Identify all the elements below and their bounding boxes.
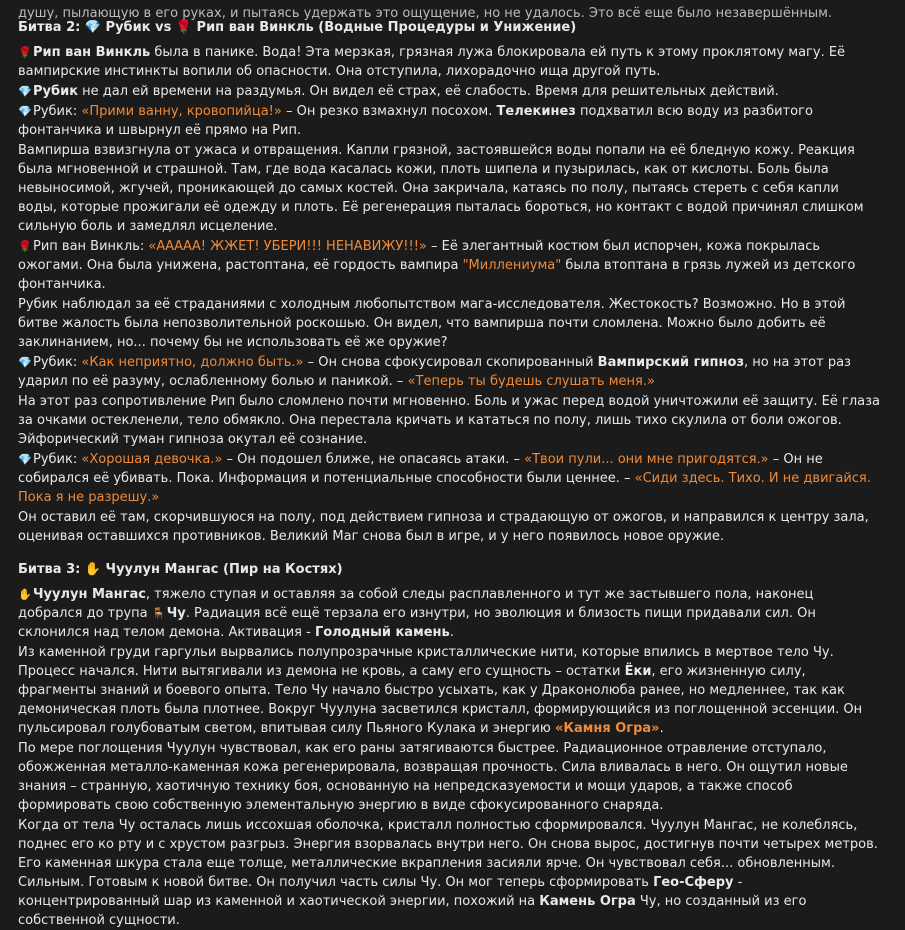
text-run: Рубик: <box>33 104 82 119</box>
emoji-icon: 💎 <box>18 85 32 98</box>
battle3-heading: Битва 3: ✋ Чуулун Мангас (Пир на Костях) <box>18 562 343 577</box>
text-run: Рип ван Винкль: <box>33 239 149 254</box>
paragraph <box>18 585 881 642</box>
text-run: Рубик: <box>33 355 82 370</box>
text-run: , тяжело ступая и оставляя за собой следы расплавленного и тут же застывшего пола, наконец добрался до трупа <box>18 587 814 621</box>
paragraph <box>18 141 881 236</box>
text-run: Чуулун Мангас <box>33 587 146 602</box>
paragraph <box>18 43 881 81</box>
text-run: Телекинез <box>496 104 576 119</box>
text-run: – Он резко взмахнул посохом. <box>281 104 497 119</box>
battle3-body <box>18 585 881 930</box>
paragraph <box>18 102 881 140</box>
text-run: Камень Огра <box>539 894 636 909</box>
battle2-body <box>18 43 881 546</box>
text-run: Гео-Сферу <box>653 875 734 890</box>
text-run: «Теперь ты будешь слушать меня.» <box>407 374 655 389</box>
text-run: Рубик <box>33 84 79 99</box>
text-run: . <box>449 625 454 640</box>
text-run: «ААААА! ЖЖЕТ! УБЕРИ!!! НЕНАВИЖУ!!!» <box>148 239 427 254</box>
text-run: - концентрированный шар из каменной и хаотической энергии, похожий на <box>18 875 743 909</box>
text-run: На этот раз сопротивление Рип было сломлено почти мгновенно. Боль и ужас перед водой уничтожили её защиту. Её глаза за очками остекленели, тело обмякло. Она перестала кричать и кататься по полу, лишь тихо скулила от боли ожогов. Эйфорический туман гипноза окутал её сознание. <box>18 394 881 447</box>
paragraph <box>18 392 881 449</box>
text-run: – Он подошел ближе, не опасаясь атаки. – <box>222 452 525 467</box>
paragraph <box>18 353 881 391</box>
paragraph <box>18 237 881 294</box>
text-run: подхватил всю воду из разбитого фонтанчика и швырнул её прямо на Рип. <box>18 104 813 138</box>
paragraph <box>18 739 881 815</box>
paragraph <box>18 450 881 507</box>
battle2-heading: Битва 2: 💎 Рубик vs 🌹 Рип ван Винкль (Водные Процедуры и Унижение) <box>18 20 577 35</box>
text-run: Ёки <box>624 664 652 679</box>
paragraph <box>18 82 881 101</box>
text-run: По мере поглощения Чуулун чувствовал, как его раны затягиваются быстрее. Радиационное отравление отступало, обожженная металло-каменная кожа регенерировала, возвращая прочность. Сила вливалась в него. Он ощутил новые знания – странную, хаотичную технику боя, основанную на непредсказуемости и мощи ударов, а также способ формировать свою собственную элементальную энергию в виде сфокусированного снаряда. <box>18 741 848 813</box>
text-run: . Радиация всё ещё терзала его изнутри, но эволюция и близость пищи придавали сил. Он склонился над телом демона. Активация - <box>18 606 816 640</box>
text-run: , его жизненную силу, фрагменты знаний и боевого опыта. Тело Чу начало быстро усыхать, как у Драконолюба ранее, но медленнее, так как демоническая плоть была плотнее. Вокруг Чуулуна засветился кристалл, формирующийся из поглощенной эссенции. Он пульсировал голубоватым светом, впитывая силу Пьяного Кулака и энергию <box>18 664 863 736</box>
text-run: «Как неприятно, должно быть.» <box>81 355 304 370</box>
text-run: «Твои пули... они мне пригодятся.» <box>524 452 769 467</box>
text-run: Голодный камень <box>314 625 450 640</box>
text-run: – Он снова сфокусировал скопированный <box>303 355 598 370</box>
emoji-icon: 🌹 <box>18 46 32 59</box>
emoji-icon: 🪑 <box>151 607 166 620</box>
text-run: Чу, но созданный из его собственной сущности. <box>18 894 807 928</box>
text-run: . <box>659 721 664 736</box>
text-run: Когда от тела Чу осталась лишь иссохшая оболочка, кристалл полностью сформировался. Чуулун Мангас, не колеблясь, поднес его ко рту и с хрустом разгрыз. Энергия взорвалась внутри него. Он снова вырос, достигнув почти четырех метров. Его каменная шкура стала еще толще, металлические вкрапления засияли ярче. Он чувствовал себя... обновленным. Сильным. Готовым к новой битве. Он получил часть силы Чу. Он мог теперь сформировать <box>18 818 878 890</box>
emoji-icon: 🌹 <box>18 240 32 253</box>
text-run: Рубик: <box>33 452 82 467</box>
paragraph <box>18 816 881 930</box>
text-run: «Хорошая девочка.» <box>81 452 223 467</box>
paragraph <box>18 643 881 738</box>
text-run: «Сиди здесь. Тихо. И не двигайся. Пока я не разрешу.» <box>18 471 871 505</box>
text-run: Рубик наблюдал за её страданиями с холодным любопытством мага-исследователя. Жестокость? Возможно. Но в этой битве жалость была непозволительной роскошью. Он видел, что вампирша почти сломлена. Можно было добить её заклинанием, но... почему бы не использовать её же оружие? <box>18 297 846 350</box>
text-run: Из каменной груди гаргульи вырвались полупрозрачные кристаллические нити, которые впились в мертвое тело Чу. Процесс начался. Нити вытягивали из демона не кровь, а саму его сущность – остатки <box>18 645 834 679</box>
text-run: «Прими ванну, кровопийца!» <box>81 104 282 119</box>
text-run: Он оставил её там, скорчившуюся на полу, под действием гипноза и страдающую от ожогов, и направился к центру зала, оценивая оставшихся противников. Великий Маг снова был в игре, и у него появилось новое оружие. <box>18 510 869 544</box>
text-run: "Миллениума" <box>462 258 562 273</box>
paragraph <box>18 295 881 352</box>
text-run: – Её элегантный костюм был испорчен, кожа покрылась ожогами. Она была унижена, растоптана, её гордость вампира <box>18 239 821 273</box>
emoji-icon: 💎 <box>18 453 32 466</box>
text-run: Рип ван Винкль <box>33 45 151 60</box>
cut-off-line: душу, пылающую в его руках, и пытаясь удержать это ощущение, но не удалось. Это всё еще было незавершённым. <box>18 6 833 21</box>
text-run: «Камня Огра» <box>554 721 660 736</box>
text-run: не дал ей времени на раздумья. Он видел её страх, её слабость. Время для решительных действий. <box>78 84 779 99</box>
paragraph <box>18 508 881 546</box>
text-run: , но на этот раз ударил по её разуму, ослабленному болью и паникой. – <box>18 355 851 389</box>
text-run: Вампирша взвизгнула от ужаса и отвращения. Капли грязной, застоявшейся воды попали на её бледную кожу. Реакция была мгновенной и страшной. Там, где вода касалась кожи, плоть шипела и пузырилась, как от кислоты. Боль была невыносимой, жгучей, проникающей до самых костей. Она закричала, катаясь по полу, пытаясь стереть с себя капли воды, которые прожигали её одежду и плоть. Её регенерация пыталась бороться, но контакт с водой причинял слишком сильную боль и замедлял исцеление. <box>18 143 864 234</box>
emoji-icon: 💎 <box>18 105 32 118</box>
text-run: Чу <box>166 606 186 621</box>
text-run: была в панике. Вода! Эта мерзкая, грязная лужа блокировала ей путь к этому проклятому магу. Её вампирские инстинкты вопили об опасности. Она отступила, лихорадочно ища другой путь. <box>18 45 846 79</box>
emoji-icon: ✋ <box>18 588 32 601</box>
text-run: – Он не собирался её убивать. Пока. Информация и потенциальные способности были ценнее. – <box>18 452 823 486</box>
text-run: Вампирский гипноз <box>597 355 744 370</box>
text-run: была втоптана в грязь лужей из детского фонтанчика. <box>18 258 856 292</box>
emoji-icon: 💎 <box>18 356 32 369</box>
